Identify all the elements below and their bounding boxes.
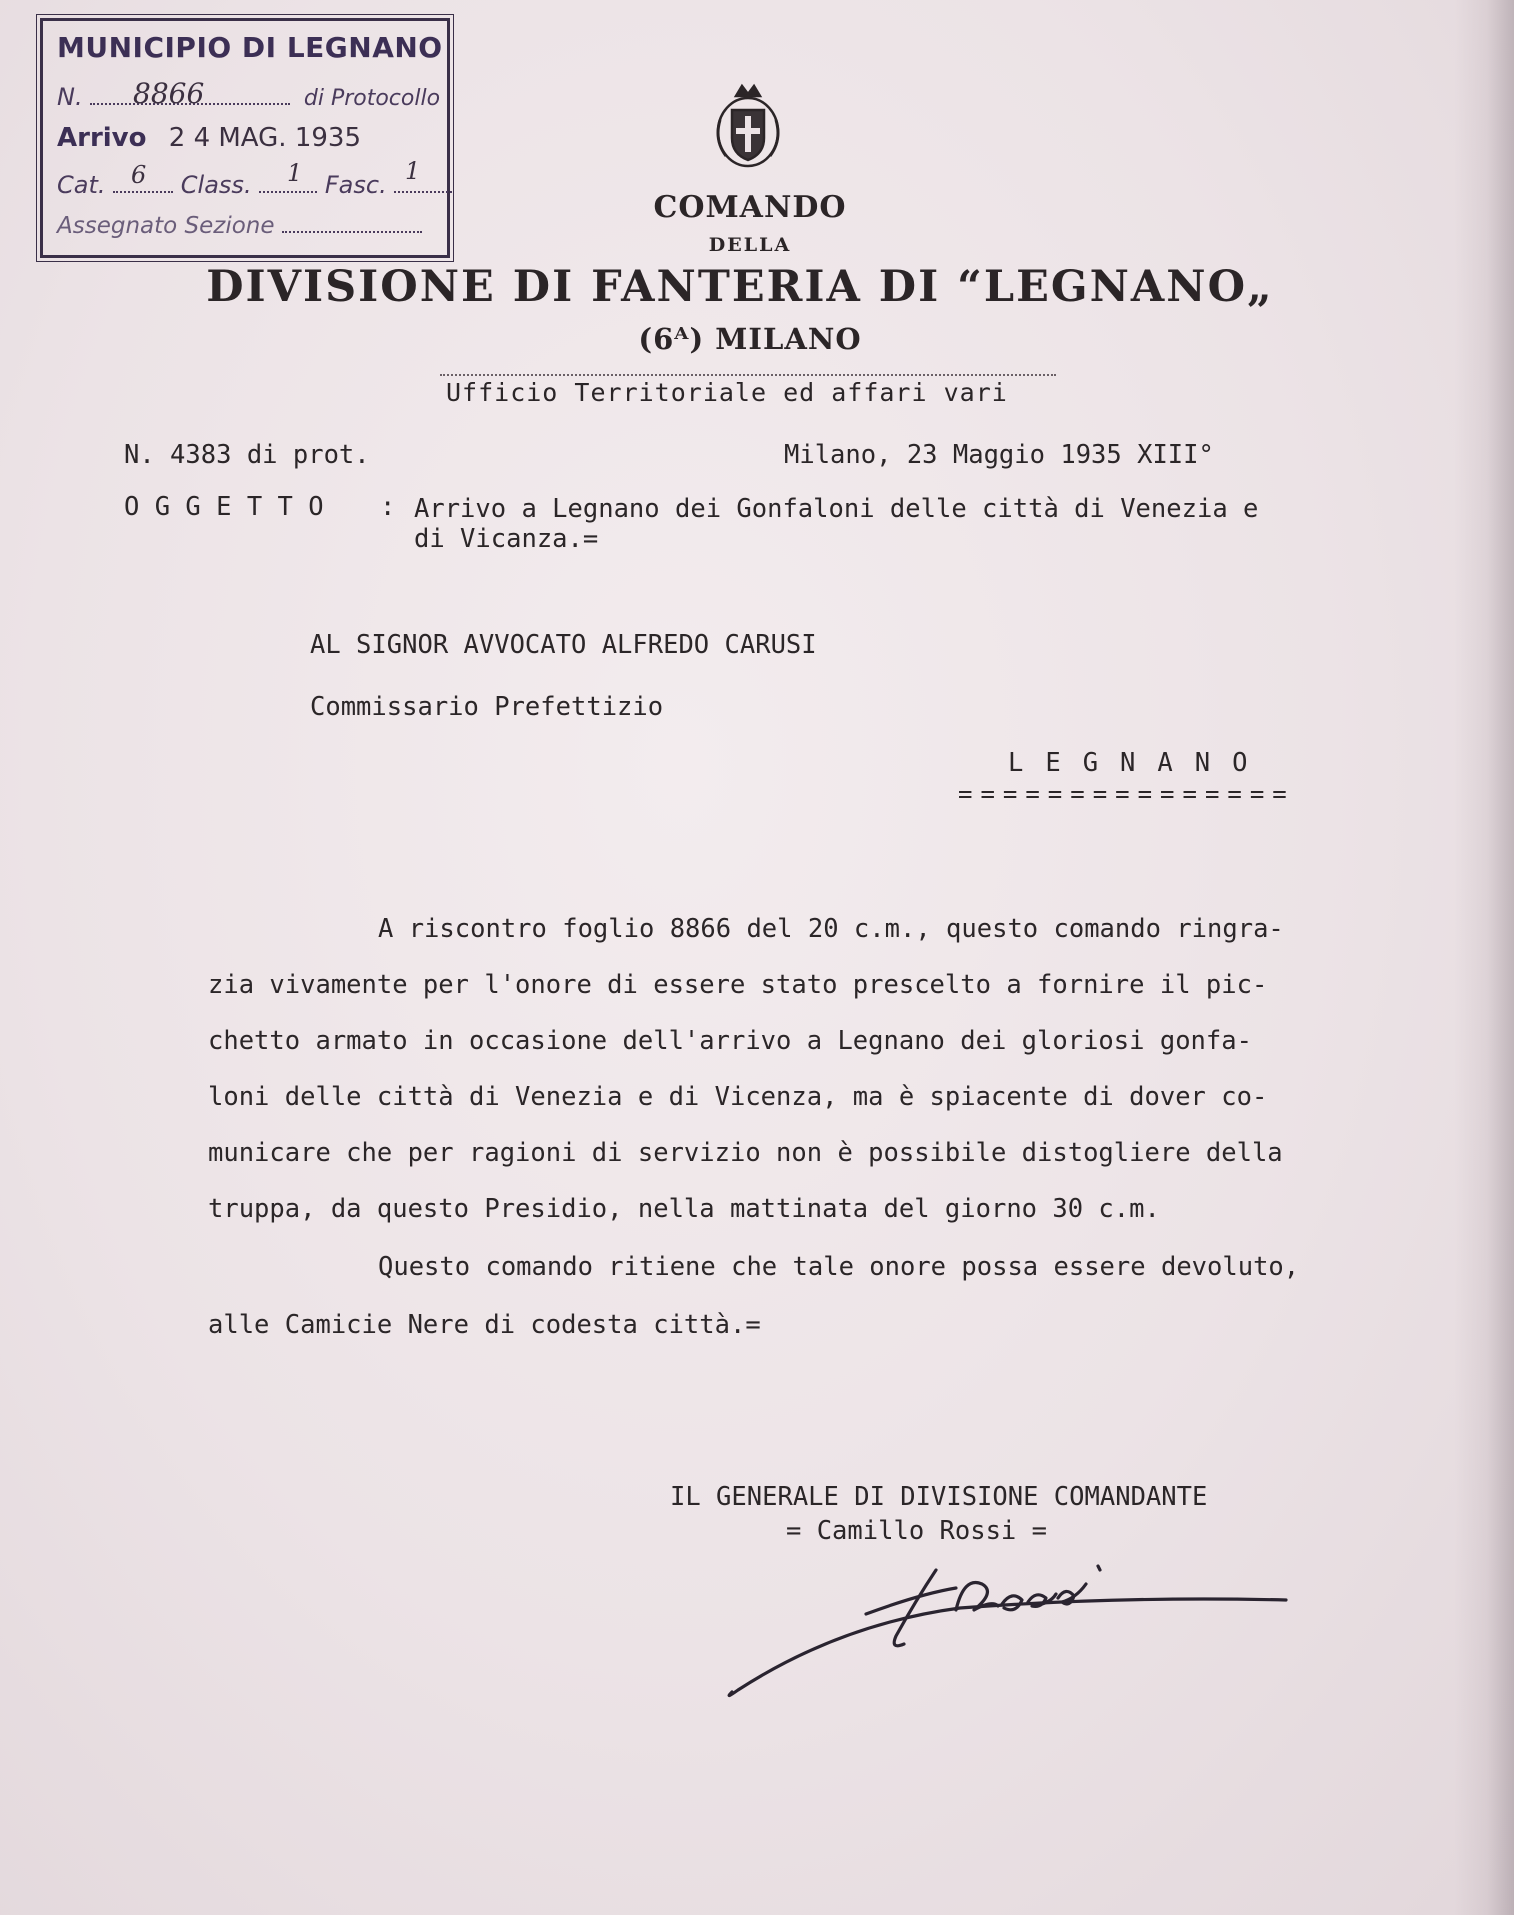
stamp-fasc-value: 1 — [405, 157, 421, 185]
handwritten-signature — [720, 1540, 1300, 1710]
subject-line-1: Arrivo a Legnano dei Gonfaloni delle città di Venezia e — [414, 494, 1259, 524]
body-line-8: alle Camicie Nere di codesta città.= — [208, 1310, 761, 1340]
subject-line-2: di Vicanza.= — [414, 524, 599, 554]
body-line-5: municare che per ragioni di servizio non è possibile distogliere della — [208, 1138, 1283, 1168]
letterhead-comando: COMANDO — [653, 190, 847, 225]
office-line: Ufficio Territoriale ed affari vari — [446, 378, 1008, 407]
stamp-cat-value: 6 — [131, 161, 147, 189]
letterhead-della: DELLA — [708, 234, 792, 256]
recipient-city-underline: =============== — [958, 780, 1295, 808]
stamp-section-label: Assegnato Sezione — [57, 213, 275, 239]
letter-date: Milano, 23 Maggio 1935 XIII° — [784, 440, 1214, 470]
stamp-number-value: 8866 — [133, 77, 205, 110]
stamp-fasc-label: Fasc. — [324, 171, 387, 199]
body-line-3: chetto armato in occasione dell'arrivo a Legnano dei gloriosi gonfa- — [208, 1026, 1252, 1056]
protocol-number: N. 4383 di prot. — [124, 440, 370, 470]
stamp-title: MUNICIPIO DI LEGNANO — [57, 31, 443, 64]
recipient-role: Commissario Prefettizio — [310, 692, 664, 722]
body-line-1: A riscontro foglio 8866 del 20 c.m., questo comando ringra- — [378, 914, 1284, 944]
body-line-7: Questo comando ritiene che tale onore possa essere devoluto, — [378, 1252, 1300, 1282]
body-line-4: loni delle città di Venezia e di Vicenza, ma è spiacente di dover co- — [208, 1082, 1268, 1112]
body-line-2: zia vivamente per l'onore di essere stato prescelto a fornire il pic- — [208, 970, 1268, 1000]
stamp-arrival-date: 2 4 MAG. 1935 — [168, 123, 361, 153]
subject-colon: : — [380, 492, 396, 522]
stamp-arrival-label: Arrivo — [57, 123, 147, 153]
stamp-class-value: 1 — [287, 159, 303, 187]
stamp-class-label: Class. — [180, 171, 252, 199]
recipient-name: AL SIGNOR AVVOCATO ALFREDO CARUSI — [310, 630, 817, 660]
letterhead-rule — [440, 374, 1056, 376]
stamp-section-line — [282, 231, 422, 233]
stamp-number-label: N. — [57, 83, 83, 111]
stamp-arrival-row — [57, 123, 361, 153]
letterhead-division: DIVISIONE DI FANTERIA DI “LEGNANO„ — [206, 262, 1274, 312]
recipient-city: LEGNANO — [1008, 748, 1270, 778]
body-line-6: truppa, da questo Presidio, nella mattinata del giorno 30 c.m. — [208, 1194, 1160, 1224]
letterhead-milano: (6ᴬ) MILANO — [638, 322, 862, 356]
stamp-number-row — [57, 83, 440, 111]
stamp-cat-label: Cat. — [57, 171, 106, 199]
savoy-crest-icon — [712, 80, 784, 172]
stamp-number-suffix: di Protocollo — [303, 86, 441, 111]
closing-title: IL GENERALE DI DIVISIONE COMANDANTE — [670, 1482, 1208, 1512]
closing-name: = Camillo Rossi = — [786, 1516, 1047, 1546]
subject-label: O G G E T T O — [124, 492, 324, 522]
